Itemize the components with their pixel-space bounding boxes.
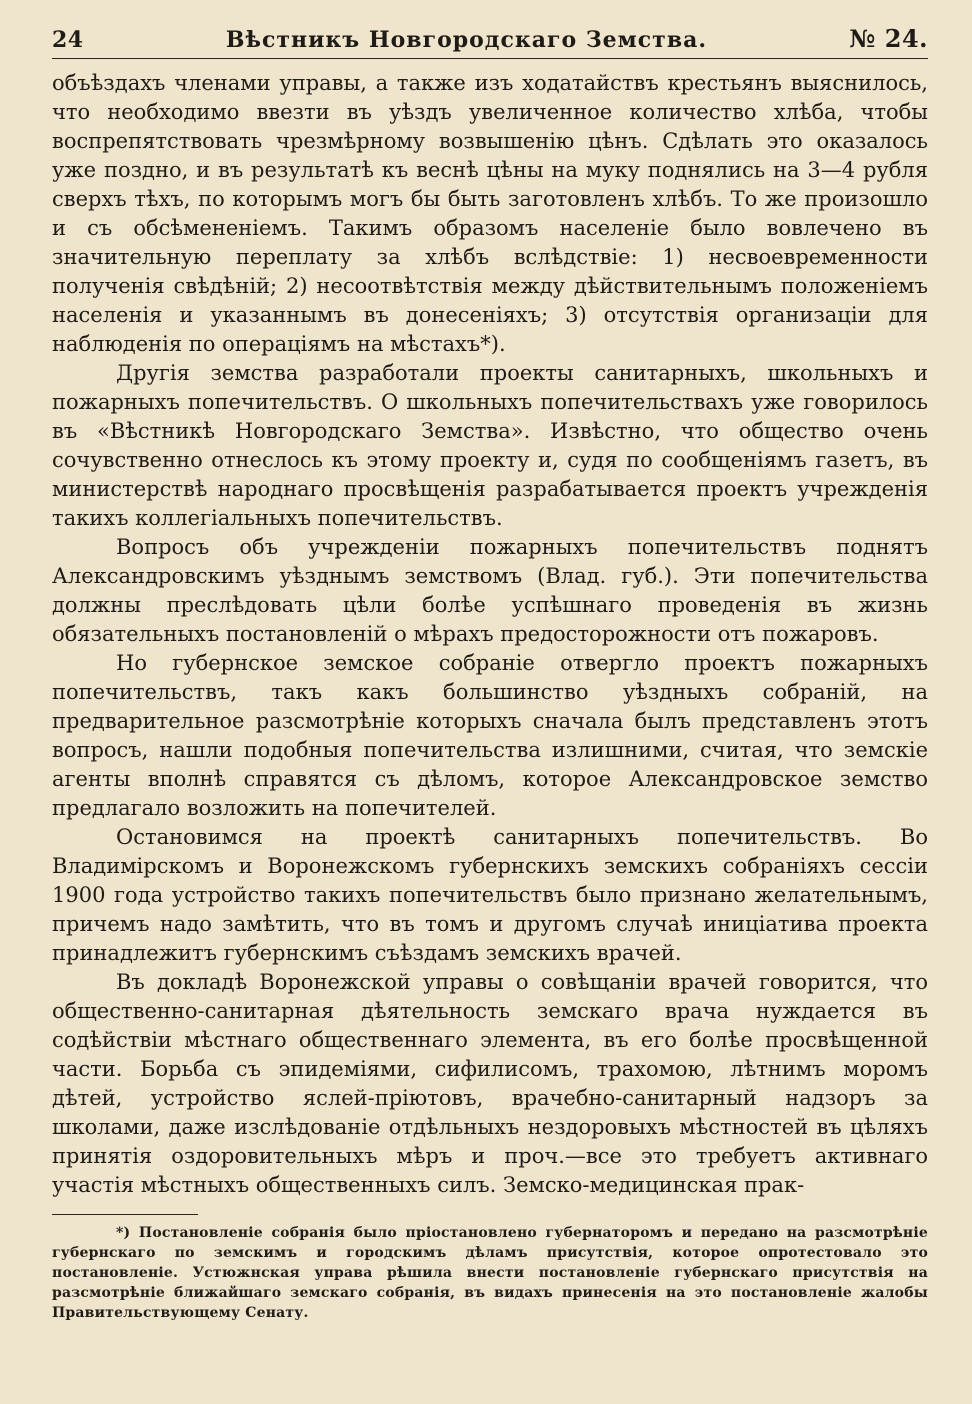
- paragraph-sanitary: Остановимся на проектѣ санитарныхъ попечительствъ. Во Владимірскомъ и Воронежскомъ губернскихъ земскихъ собраніяхъ сессіи 1900 года устройство такихъ попечительствъ было признано желательнымъ, причемъ надо замѣтить, что въ томъ и другомъ случаѣ иниціатива проекта принадлежитъ губернскимъ съѣздамъ земскихъ врачей.: [52, 825, 928, 965]
- footnote-divider: [52, 1214, 198, 1215]
- running-header: [52, 24, 928, 59]
- paragraph-trusteeships: Другія земства разработали проекты санитарныхъ, школьныхъ и пожарныхъ попечительствъ. О школьныхъ попечительствахъ уже говорилось въ «Вѣстникѣ Новгородскаго Земства». Извѣстно, что общество очень сочувственно отнеслось къ этому проекту и, судя по сообщеніямъ газетъ, въ министерствѣ народнаго просвѣщенія разрабатывается проектъ учрежденія такихъ коллегіальныхъ попечительствъ.: [52, 361, 928, 530]
- footnote: *) Постановленіе собранія было пріостановлено губернаторомъ и передано на разсмотрѣніе губернскаго по земскимъ и городскимъ дѣламъ присутствія, которое опротестовало это постановленіе. Устюжнская управа рѣшила внести постановленіе губернскаго присутствія на разсмотрѣніе ближайшаго земскаго собранія, въ видахъ принесенія на это постановленіе жалобы Правительствующему Сенату.: [52, 1225, 928, 1321]
- issue-number: № 24.: [849, 24, 928, 53]
- article-body: [52, 69, 928, 1200]
- journal-title: Вѣстникъ Новгородскаго Земства.: [225, 27, 708, 53]
- paragraph-voronezh-report: Въ докладѣ Воронежской управы о совѣщаніи врачей говорится, что общественно-санитарная дѣятельность земскаго врача нуждается въ содѣйствіи мѣстнаго общественнаго элемента, въ его болѣе просвѣщенной части. Борьба съ эпидеміями, сифилисомъ, трахомою, лѣтнимъ моромъ дѣтей, устройство яслей-пріютовъ, врачебно-санитарный надзоръ за школами, даже изслѣдованіе отдѣльныхъ нездоровыхъ мѣстностей въ цѣляхъ принятія оздоровительныхъ мѣръ и проч.—все это требуетъ активнаго участія мѣстныхъ общественныхъ силъ. Земско-медицинская прак-: [52, 970, 928, 1197]
- paragraph-fire-trusteeships: Вопросъ объ учрежденіи пожарныхъ попечительствъ поднятъ Александровскимъ уѣзднымъ земствомъ (Влад. губ.). Эти попечительства должны преслѣдовать цѣли болѣе успѣшнаго проведенія въ жизнь обязательныхъ постановленій о мѣрахъ предосторожности отъ пожаровъ.: [52, 535, 928, 646]
- paragraph-continued: объѣздахъ членами управы, а также изъ ходатайствъ крестьянъ выяснилось, что необходимо ввезти въ уѣздъ увеличенное количество хлѣба, чтобы воспрепятствовать чрезмѣрному возвышенію цѣнъ. Сдѣлать это оказалось уже поздно, и въ результатѣ къ веснѣ цѣны на муку поднялись на 3—4 рубля сверхъ тѣхъ, по которымъ могъ бы быть заготовленъ хлѣбъ. То же произошло и съ обсѣмененіемъ. Такимъ образомъ населеніе было вовлечено въ значительную переплату за хлѣбъ вслѣдствіе: 1) несвоевременности полученія свѣдѣній; 2) несоотвѣтствія между дѣйствительнымъ положеніемъ населенія и указаннымъ въ донесеніяхъ; 3) отсутствія организаціи для наблюденія по операціямъ на мѣстахъ*).: [52, 71, 928, 356]
- page-number: 24: [52, 27, 84, 53]
- paragraph-rejection: Но губернское земское собраніе отвергло проектъ пожарныхъ попечительствъ, такъ какъ большинство уѣздныхъ собраній, на предварительное разсмотрѣніе которыхъ сначала былъ представленъ этотъ вопросъ, нашли подобныя попечительства излишними, считая, что земскіе агенты вполнѣ справятся съ дѣломъ, которое Александровское земство предлагало возложить на попечителей.: [52, 651, 928, 820]
